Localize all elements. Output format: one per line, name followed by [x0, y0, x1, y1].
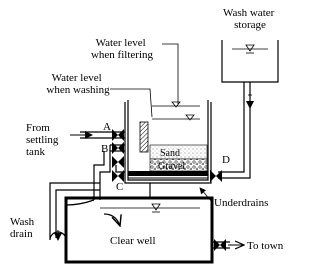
wash-drain-line2: drain	[10, 228, 33, 240]
wash-water-storage-tank	[222, 40, 278, 82]
valve-b-label: B	[101, 143, 109, 155]
underdrains-label: Underdrains	[214, 197, 269, 209]
settling-line1: From	[26, 122, 50, 134]
water-level-filtering-label	[91, 37, 154, 61]
settling-line2: settling	[26, 134, 59, 146]
from-settling-tank-label	[26, 122, 61, 158]
water-level-washing-label	[46, 72, 110, 96]
wash-drain-line1: Wash	[10, 216, 35, 228]
valve-c-label: C	[116, 181, 124, 193]
filtering-line2: when filtering	[90, 49, 154, 61]
valve-outlet[interactable]	[214, 239, 226, 251]
settling-line3: tank	[26, 146, 45, 158]
wash-water-storage-line2: storage	[234, 19, 266, 31]
clear-well-label: Clear well	[110, 235, 156, 247]
gravel-label: Gravel	[158, 161, 186, 172]
sand-label: Sand	[160, 148, 180, 159]
wash-water-storage-label	[223, 7, 277, 31]
filtering-line1: Water level	[95, 37, 146, 49]
valve-c-upper[interactable]	[112, 156, 124, 168]
wash-drain-label	[10, 216, 37, 240]
valve-a-label: A	[103, 121, 111, 133]
valve-a[interactable]	[112, 129, 124, 141]
valve-d-label: D	[222, 154, 230, 166]
to-town-label: To town	[247, 240, 284, 252]
valve-d[interactable]	[210, 170, 222, 182]
washing-line2: when washing	[46, 84, 110, 96]
washing-line1: Water level	[51, 72, 102, 84]
clear-well	[66, 198, 212, 262]
wash-trough	[140, 122, 148, 152]
valve-b[interactable]	[112, 142, 124, 154]
wash-water-storage-line1: Wash water	[222, 7, 275, 19]
